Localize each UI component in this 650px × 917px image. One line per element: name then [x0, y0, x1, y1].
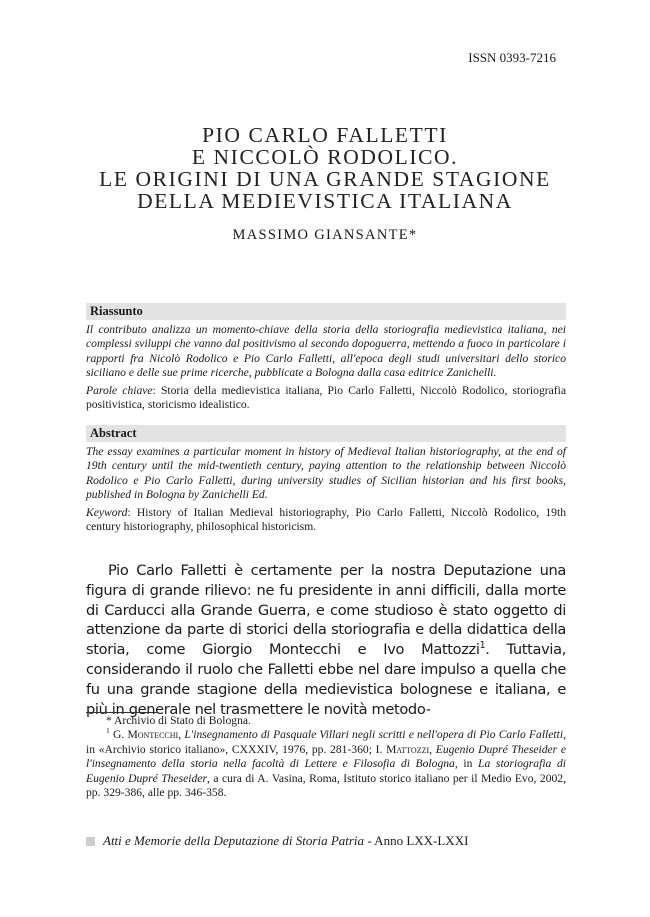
page-footer [86, 833, 468, 849]
abstract-text: The essay examines a particular moment in history of Medieval Italian historiography, at the end of 19th century until the mid-twentieth century, paying attention to the relationship between Niccolò Rodolico e Pio Carlo Falletti, during university studies of Sicilian historian and his first books, published in Bologna by Zanichelli Ed. [86, 445, 566, 501]
article-author: MASSIMO GIANSANTE* [232, 227, 418, 243]
riassunto-keywords [86, 384, 566, 413]
footnote-separator [86, 712, 158, 713]
riassunto-heading: Riassunto [86, 303, 566, 320]
footnote-1-title: L'insegnamento di Pasquale Villari negli scritti e nell'opera di Pio Carlo Falletti [184, 728, 564, 742]
abstract-heading: Abstract [86, 425, 566, 442]
footnote-1-part: G. [109, 728, 128, 742]
footnotes [86, 714, 566, 800]
riassunto-text: Il contributo analizza un momento-chiave della storia della storiografia medievistica italiana, nei complessi sviluppi che vanno dal positivismo al secondo dopoguerra, mettendo a fuoco in particolare i rapporti fra Nicolò Rodolico e Pio Carlo Falletti, all'epoca degli studi universitari dello storico siciliano e delle sue prime ricerche, pubblicate a Bologna dalla casa editrice Zanichelli. [86, 323, 566, 379]
footnote-ref-1[interactable]: 1 [479, 640, 486, 652]
body-text [86, 561, 566, 719]
article-title [60, 124, 590, 212]
footer-square-icon [86, 837, 95, 846]
body-text-part-2: . Tuttavia, considerando il ruolo che Falletti ebbe nel dare impulso a quella che fu una grande stagione della medievistica bolognese e italiana, e più in generale nel trasmettere le novità metodo- [86, 641, 566, 718]
footnote-1-title: La storiografia di Eugenio Dupré Theseider [86, 757, 566, 785]
footnote-1-author: Mattozzi [386, 742, 430, 756]
body-text-part-1: Pio Carlo Falletti è certamente per la nostra Deputazione una figura di grande rilievo: ne fu presidente in anni difficili, dalla morte di Carducci alla Grande Guerra, e come studioso è stato oggetto di attenzione da parte di storici della storiografia e della didattica della storia, come Giorgio Montecchi e Ivo Mattozzi [86, 562, 566, 659]
abstract-keywords-label: Keyword [86, 506, 128, 520]
abstract-keywords [86, 506, 566, 535]
footnote-1-part: , [178, 728, 185, 742]
body-paragraph [86, 561, 566, 719]
footnote-star: * Archivio di Stato di Bologna. [106, 714, 251, 727]
riassunto-keywords-text: : Storia della medievistica italiana, Pio Carlo Falletti, Niccolò Rodolico, storiografia positivistica, storicismo idealistico. [86, 384, 566, 412]
footnote-1-part: , in «Archivio storico italiano», CXXXIV, 1976, pp. 281-360; I. [86, 728, 566, 756]
title-line-1: PIO CARLO FALLETTI [202, 123, 448, 147]
title-line-3: LE ORIGINI DI UNA GRANDE STAGIONE [99, 167, 551, 191]
footnote-1-author: Montecchi [127, 728, 179, 742]
title-line-4: DELLA MEDIEVISTICA ITALIANA [137, 189, 513, 213]
footnote-1-title: Eugenio Dupré Theseider e l'insegnamento della storia nella facoltà di Lettere e Filosofia di Bologna [86, 742, 566, 771]
riassunto-block [86, 323, 566, 417]
footnote-1-part: , a cura di A. Vasina, Roma, Istituto storico italiano per il Medio Evo, 2002, pp. 329-386, alle pp. 346-358. [86, 771, 566, 800]
journal-name: Atti e Memorie della Deputazione di Storia Patria [103, 833, 365, 848]
issn-label: ISSN 0393-7216 [468, 50, 556, 65]
footnote-1 [86, 728, 566, 800]
abstract-keywords-text: : History of Italian Medieval historiography, Pio Carlo Falletti, Niccolò Rodolico, 19th century historiography, philosophical historicism. [86, 506, 566, 534]
footnote-1-part: , [429, 742, 436, 756]
footnote-1-part: , in [454, 757, 479, 771]
journal-issue: - Anno LXX-LXXI [364, 833, 469, 848]
footer-text [103, 833, 468, 849]
title-line-2: E NICCOLÒ RODOLICO. [191, 145, 459, 169]
footnote-1-number: 1 [106, 726, 110, 736]
riassunto-keywords-label: Parole chiave [86, 384, 153, 398]
abstract-block [86, 445, 566, 539]
